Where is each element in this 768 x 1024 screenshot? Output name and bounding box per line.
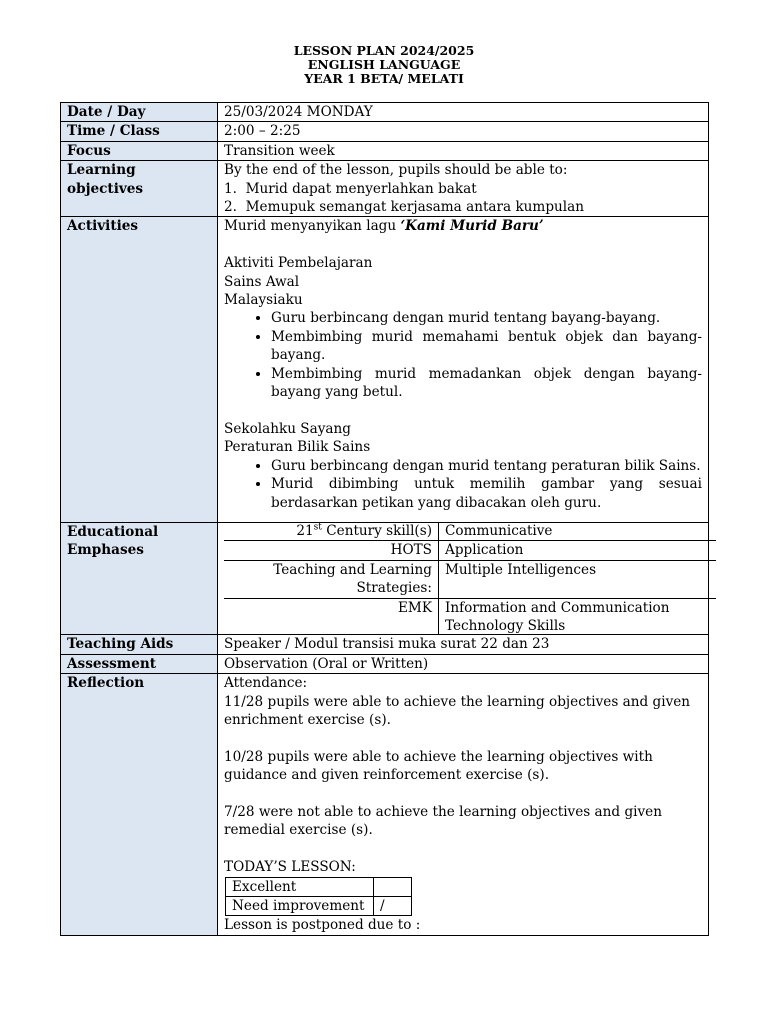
date-label: Date / Day bbox=[61, 103, 218, 122]
list-item: • Murid dibimbing untuk memilih gambar yang sesuai berdasarkan petikan yang dibacakan oleh guru. bbox=[271, 475, 702, 512]
focus-label: Focus bbox=[61, 141, 218, 160]
emk-value: Information and Communication Technology Skills bbox=[439, 598, 717, 635]
emphases-label-line: Emphases bbox=[67, 542, 144, 559]
sekolahku-bullets bbox=[224, 457, 702, 512]
todays-lesson-table bbox=[225, 877, 412, 917]
aktiviti-heading: Aktiviti Pembelajaran bbox=[224, 255, 373, 272]
tls-key: Teaching and Learning Strategies: bbox=[224, 560, 439, 598]
attendance-text: Attendance: bbox=[224, 675, 308, 692]
row-focus bbox=[61, 141, 709, 160]
objectives-label: Learning objectives bbox=[61, 161, 218, 217]
emphases-label-line: Educational bbox=[67, 523, 159, 540]
header-subject: ENGLISH LANGUAGE bbox=[307, 57, 461, 72]
row-date bbox=[61, 103, 709, 122]
list-item: • Membimbing murid memadankan objek dengan bayang-bayang yang betul. bbox=[271, 365, 702, 402]
emphases-table bbox=[224, 522, 716, 635]
emphasis-row bbox=[224, 598, 716, 635]
reflection-paragraph: 10/28 pupils were able to achieve the learning objectives with guidance and given reinforcement exercise (s). bbox=[224, 748, 653, 784]
table-row bbox=[226, 877, 412, 896]
emphasis-row bbox=[224, 541, 716, 560]
century-sup: st bbox=[313, 522, 322, 533]
excellent-label: Excellent bbox=[226, 877, 374, 896]
reflection-paragraph: 11/28 pupils were able to achieve the learning objectives and given enrichment exercise (s). bbox=[224, 693, 691, 728]
list-item: • Membimbing murid memahami bentuk objek dan bayang-bayang. bbox=[271, 328, 702, 365]
century-skill-key bbox=[224, 522, 439, 541]
activities-label: Activities bbox=[61, 217, 218, 522]
emphases-content bbox=[218, 522, 709, 634]
peraturan-heading: Peraturan Bilik Sains bbox=[224, 439, 371, 456]
reflection-label: Reflection bbox=[61, 674, 218, 936]
emk-key: EMK bbox=[224, 598, 439, 635]
song-title: ‘Kami Murid Baru’ bbox=[400, 218, 544, 235]
emphasis-row bbox=[224, 522, 716, 541]
objective-item: 1. Murid dapat menyerlahkan bakat bbox=[224, 180, 477, 197]
activities-content bbox=[218, 217, 709, 522]
reflection-content bbox=[218, 674, 709, 936]
objectives-content bbox=[218, 161, 709, 217]
objectives-intro: By the end of the lesson, pupils should be able to: bbox=[224, 162, 568, 179]
tls-value: Multiple Intelligences bbox=[439, 560, 717, 598]
emphasis-row bbox=[224, 560, 716, 598]
malaysiaku-heading: Malaysiaku bbox=[224, 292, 303, 309]
row-emphases bbox=[61, 522, 709, 634]
century-skill-value: Communicative bbox=[439, 522, 717, 541]
aids-value: Speaker / Modul transisi muka surat 22 dan 23 bbox=[218, 635, 709, 654]
century-num: 21 bbox=[296, 522, 314, 539]
assessment-value: Observation (Oral or Written) bbox=[218, 654, 709, 673]
malaysiaku-bullets bbox=[224, 309, 702, 401]
assessment-label: Assessment bbox=[61, 654, 218, 673]
list-item: • Guru berbincang dengan murid tentang bayang-bayang. bbox=[271, 309, 702, 327]
todays-lesson-heading: TODAY’S LESSON: bbox=[224, 859, 356, 876]
objectives-list bbox=[224, 180, 702, 217]
time-label: Time / Class bbox=[61, 122, 218, 141]
lesson-plan-table bbox=[60, 102, 709, 936]
row-assessment bbox=[61, 654, 709, 673]
postponed-text: Lesson is postponed due to : bbox=[224, 917, 421, 934]
objective-item: 2. Memupuk semangat kerjasama antara kumpulan bbox=[224, 199, 584, 216]
row-reflection bbox=[61, 674, 709, 936]
excellent-mark[interactable] bbox=[374, 877, 412, 896]
row-teaching-aids bbox=[61, 635, 709, 654]
header-class: YEAR 1 BETA/ MELATI bbox=[304, 71, 464, 86]
row-objectives bbox=[61, 161, 709, 217]
document-header bbox=[0, 44, 768, 86]
reflection-paragraph: 7/28 were not able to achieve the learning objectives and given remedial exercise (s). bbox=[224, 803, 662, 839]
row-activities bbox=[61, 217, 709, 522]
header-title: LESSON PLAN 2024/2025 bbox=[293, 43, 475, 58]
row-time bbox=[61, 122, 709, 141]
sekolahku-heading: Sekolahku Sayang bbox=[224, 420, 351, 437]
need-improvement-label: Need improvement bbox=[226, 896, 374, 915]
aids-label: Teaching Aids bbox=[61, 635, 218, 654]
date-value: 25/03/2024 MONDAY bbox=[218, 103, 709, 122]
list-item: • Guru berbincang dengan murid tentang peraturan bilik Sains. bbox=[271, 457, 702, 475]
hots-key: HOTS bbox=[224, 541, 439, 560]
century-rest: Century skill(s) bbox=[321, 522, 432, 539]
focus-value: Transition week bbox=[218, 141, 709, 160]
table-row bbox=[226, 896, 412, 915]
emphases-label bbox=[61, 522, 218, 634]
song-line bbox=[224, 217, 702, 235]
hots-value: Application bbox=[439, 541, 717, 560]
need-improvement-mark[interactable]: / bbox=[374, 896, 412, 915]
time-value: 2:00 – 2:25 bbox=[218, 122, 709, 141]
sains-awal-heading: Sains Awal bbox=[224, 273, 300, 290]
song-prefix: Murid menyanyikan lagu bbox=[224, 218, 401, 235]
